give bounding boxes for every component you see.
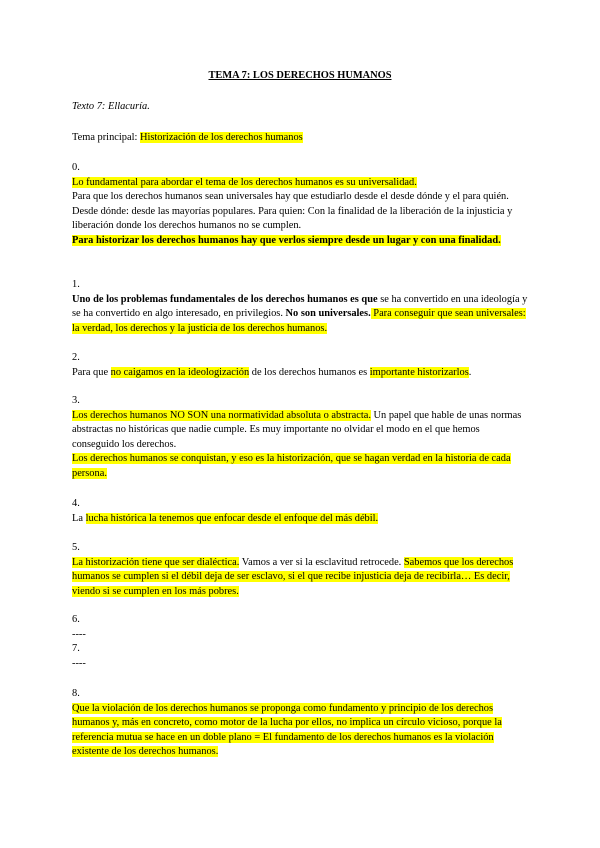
section-6 (72, 613, 528, 671)
section-number: 1. (72, 279, 80, 290)
section-0-bold-highlight: Para historizar los derechos humanos hay que verlos siempre desde un lugar y con una finalidad. (72, 234, 501, 246)
section-5 (72, 541, 528, 599)
section-8-highlight-2: no implica un círculo vicioso, porque la referencia mutua se hace en un doble plano = El fundamento de los derechos humanos es la violación existente de los derechos humanos. (72, 717, 502, 758)
section-1-text: se ha convertido en una ideología y se ha convertido en algo interesado, en privilegios. (72, 293, 528, 320)
section-number: 7. (72, 643, 80, 655)
section-7-dash: ---- (72, 657, 86, 669)
section-0-text: Para que los derechos humanos sean universales hay que estudiarlo desde el desde dónde y el para quién. Desde dónde: desde las mayorías populares. Para quien: Con la finalidad de la liberación de la injusticia y liberación donde los derechos humanos no se cumplen. (72, 191, 513, 232)
section-number: 5. (72, 542, 80, 553)
section-4-highlight: lucha histórica la tenemos que enfocar desde el enfoque del más débil. (85, 512, 379, 524)
section-4-text: La (72, 512, 86, 524)
section-0 (72, 161, 528, 249)
section-8 (72, 687, 528, 760)
section-5-highlight-2: Sabemos que los derechos humanos se cumplen si el débil deja de ser esclavo, si el que recibe injusticia deja de recibirla… Es decir, viendo si se cumplen en los más pobres. (72, 556, 514, 597)
section-2-highlight-b: importante historizarlos (369, 366, 469, 378)
subtitle: Texto 7: Ellacuría. (72, 101, 150, 112)
section-2 (72, 351, 528, 380)
section-number: 2. (72, 352, 80, 363)
main-theme-value: Historización de los derechos humanos (139, 132, 303, 143)
section-4 (72, 497, 528, 526)
section-number: 0. (72, 162, 80, 173)
section-8-highlight: Que la violación de los derechos humanos se proponga como fundamento y principio de los derechos humanos y, más en concreto, como motor de la lucha por ellos, (72, 702, 493, 729)
section-number: 3. (72, 395, 80, 406)
section-2-text-a: Para que (72, 366, 111, 378)
document-title: TEMA 7: LOS DERECHOS HUMANOS (208, 70, 392, 81)
text-reference (72, 100, 528, 115)
section-1-bold: Uno de los problemas fundamentales de los derechos humanos es que (72, 293, 378, 305)
section-6-dash: ---- (72, 628, 86, 640)
section-3-highlight-2: Los derechos humanos se conquistan, y eso es la historización, que se hagan verdad en la historia de cada persona. (72, 453, 511, 479)
section-0-highlight: Lo fundamental para abordar el tema de los derechos humanos es su universalidad. (72, 176, 417, 188)
section-2-text-b: de los derechos humanos es (249, 366, 370, 378)
section-number: 4. (72, 498, 80, 509)
section-number: 6. (72, 614, 80, 625)
section-1-highlight: Para conseguir que sean universales: la verdad, los derechos y la justicia de los derechos humanos. (72, 308, 526, 334)
section-3-text: Un papel que hable de unas normas abstractas no históricas que nadie cumple. Es muy importante no olvidar el modo en el que hemos conseguido los derechos. (72, 409, 522, 450)
section-5-text: Vamos a ver si la esclavitud retrocede. (239, 556, 404, 568)
main-theme-line (72, 131, 528, 146)
section-3 (72, 394, 528, 482)
section-1-bold-2: No son universales. (285, 308, 371, 320)
section-number: 8. (72, 688, 80, 699)
section-2-highlight-a: no caigamos en la ideologización (110, 366, 250, 378)
section-2-text-c: . (468, 366, 472, 378)
section-1 (72, 278, 528, 336)
main-theme-label: Tema principal: (72, 132, 138, 143)
section-3-highlight: Los derechos humanos NO SON una normatividad absoluta o abstracta. (72, 409, 371, 421)
section-5-highlight: La historización tiene que ser dialéctica. (72, 556, 240, 568)
